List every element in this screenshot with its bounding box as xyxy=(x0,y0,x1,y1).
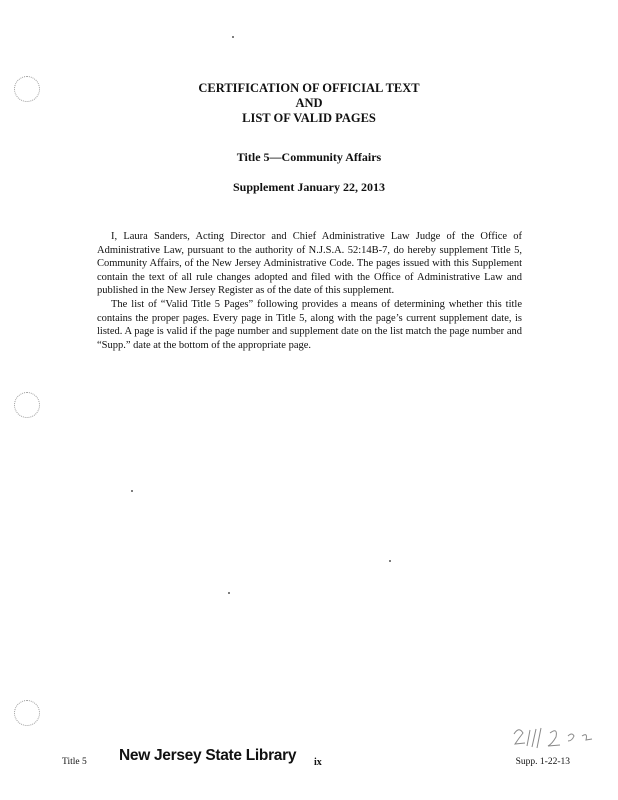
scan-speck xyxy=(131,490,133,492)
certification-heading-line3: LIST OF VALID PAGES xyxy=(242,111,376,125)
footer-title-label: Title 5 xyxy=(62,757,87,767)
scan-speck xyxy=(228,592,230,594)
library-stamp: New Jersey State Library xyxy=(119,747,297,764)
certification-paragraph: I, Laura Sanders, Acting Director and Chief Administrative Law Judge of the Office of Administrative Law, pursuant to the authority of N.J.S.A. 52:14B-7, do hereby supplement Title 5, Community Affairs, of the New Jersey Administrative Code. The pages issued with this Supplement contain the text of all rule changes adopted and filed with the Office of Administrative Law and published in the New Jersey Register as of the date of this supplement. xyxy=(97,231,522,297)
scan-speck xyxy=(389,560,391,562)
certification-heading-line1: CERTIFICATION OF OFFICIAL TEXT xyxy=(198,81,420,95)
supplement-date-heading: Supplement January 22, 2013 xyxy=(232,180,386,194)
scan-speck xyxy=(232,36,234,38)
certification-heading-line2: AND xyxy=(295,96,323,110)
punch-hole-icon xyxy=(14,700,40,726)
valid-pages-paragraph: The list of “Valid Title 5 Pages” following provides a means of determining whether this title contains the proper pages. Every page in Title 5, along with the page’s current supplement date, is listed. A page is valid if the page number and supplement date on the list match the page number and “Supp.” date at the bottom of the appropriate page. xyxy=(97,299,522,351)
handwritten-scribble-icon xyxy=(510,724,606,752)
page-number: ix xyxy=(314,757,322,768)
supplement-date-footer: Supp. 1-22-13 xyxy=(515,757,570,767)
title-heading: Title 5—Community Affairs xyxy=(236,150,382,164)
punch-hole-icon xyxy=(14,392,40,418)
